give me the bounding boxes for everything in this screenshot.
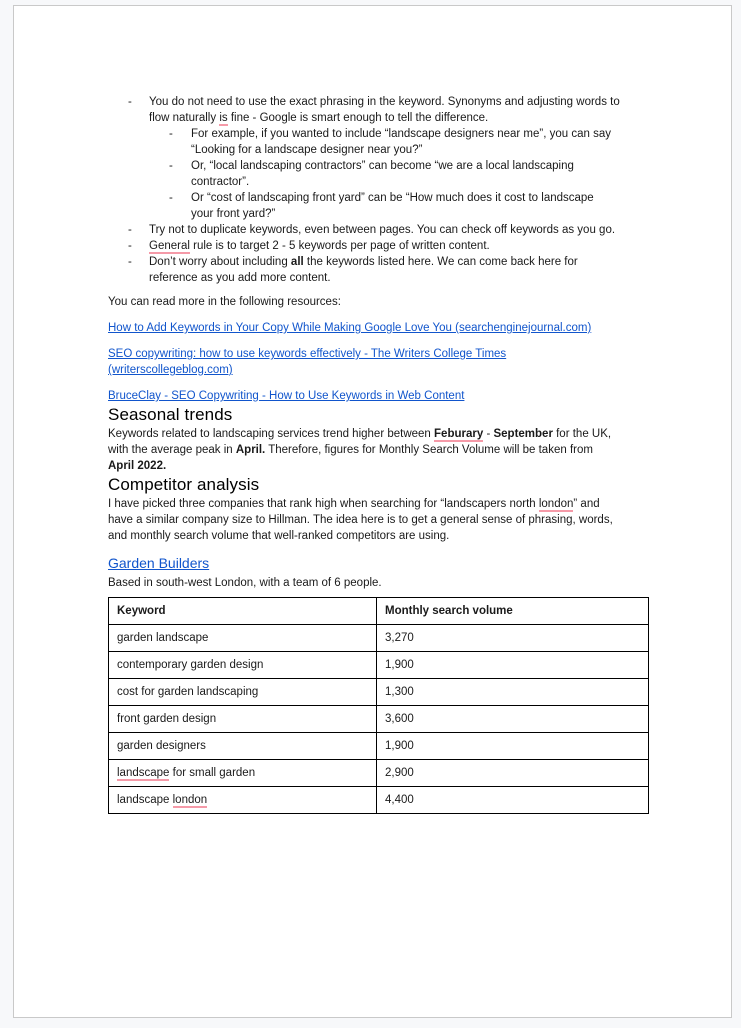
table-row (109, 679, 649, 706)
volume-cell: 3,270 (377, 625, 649, 652)
bullet-text: Or, “local landscaping contractors” can become “we are a local landscaping contractor”. (191, 160, 574, 188)
bullet-item (108, 94, 649, 126)
keyword-table-body (109, 625, 649, 814)
keyword-guidelines-list (108, 94, 649, 286)
keyword-table-head (109, 598, 649, 625)
garden-builders-link[interactable]: Garden Builders (108, 555, 210, 571)
document-page (13, 5, 732, 1018)
bullet-item (108, 190, 649, 222)
volume-cell: 1,900 (377, 733, 649, 760)
bullet-item (108, 222, 649, 238)
competitor-analysis-heading: Competitor analysis (108, 475, 260, 494)
table-row (109, 760, 649, 787)
bullet-item (108, 254, 649, 286)
keyword-table (108, 597, 649, 814)
keyword-cell: landscape london (109, 787, 377, 814)
resource-links (108, 320, 649, 404)
resource-link[interactable]: How to Add Keywords in Your Copy While Making Google Love You (searchenginejournal.com) (108, 322, 592, 334)
table-row (109, 733, 649, 760)
bullet-text: Or “cost of landscaping front yard” can be “How much does it cost to landscape your front yard?” (191, 192, 594, 220)
bullet-text: Try not to duplicate keywords, even between pages. You can check off keywords as you go. (149, 224, 616, 236)
volume-cell: 4,400 (377, 787, 649, 814)
keyword-cell: garden designers (109, 733, 377, 760)
bullet-item (108, 238, 649, 254)
keyword-cell: garden landscape (109, 625, 377, 652)
volume-cell: 1,300 (377, 679, 649, 706)
table-row (109, 652, 649, 679)
keyword-cell: front garden design (109, 706, 377, 733)
volume-cell: 3,600 (377, 706, 649, 733)
table-header-row (109, 598, 649, 625)
resource-link[interactable]: SEO copywriting: how to use keywords effectively - The Writers College Times (writerscollegeblog.com) (108, 348, 507, 376)
resource-link[interactable]: BruceClay - SEO Copywriting - How to Use Keywords in Web Content (108, 390, 465, 402)
resources-intro: You can read more in the following resources: (108, 296, 341, 308)
table-row (109, 625, 649, 652)
table-row (109, 706, 649, 733)
volume-cell: 1,900 (377, 652, 649, 679)
garden-builders-description: Based in south-west London, with a team of 6 people. (108, 577, 382, 589)
bullet-item (108, 158, 649, 190)
keyword-cell: cost for garden landscaping (109, 679, 377, 706)
bullet-item (108, 126, 649, 158)
competitor-analysis-paragraph: I have picked three companies that rank high when searching for “landscapers north london” and have a similar company size to Hillman. The idea here is to get a general sense of phrasing, words, and monthly search volume that well-ranked competitors are using. (108, 498, 613, 542)
volume-column-header: Monthly search volume (377, 598, 649, 625)
seasonal-trends-paragraph: Keywords related to landscaping services trend higher between Feburary - September for the UK, with the average peak in April. Therefore, figures for Monthly Search Volume will be taken from April 2022. (108, 428, 612, 472)
volume-cell: 2,900 (377, 760, 649, 787)
table-row (109, 787, 649, 814)
keyword-cell: contemporary garden design (109, 652, 377, 679)
bullet-text: For example, if you wanted to include “landscape designers near me”, you can say “Looking for a landscape designer near you?” (191, 128, 611, 156)
bullet-text: Don’t worry about including all the keywords listed here. We can come back here for reference as you add more content. (149, 256, 578, 284)
bullet-text: You do not need to use the exact phrasing in the keyword. Synonyms and adjusting words to flow naturally is fine - Google is smart enough to tell the difference. (149, 96, 620, 124)
keyword-cell: landscape for small garden (109, 760, 377, 787)
bullet-text: General rule is to target 2 - 5 keywords per page of written content. (149, 240, 490, 252)
keyword-column-header: Keyword (109, 598, 377, 625)
seasonal-trends-heading: Seasonal trends (108, 405, 233, 424)
